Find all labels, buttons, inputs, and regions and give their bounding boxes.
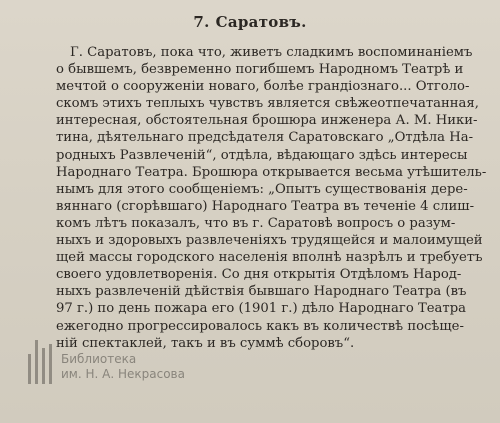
section-title: Саратовъ. <box>215 13 307 31</box>
text-line: родныхъ Развлеченій“, отдѣла, вѣдающаго здѣсь интересы <box>56 147 468 163</box>
text-line: ежегодно прогрессировалось какъ въ количествѣ посѣще- <box>56 318 464 334</box>
text-line: интересная, обстоятельная брошюра инженера А. М. Ники- <box>56 113 478 129</box>
text-line: нымъ для этого сообщеніемъ: „Опытъ существованія дере- <box>56 181 468 197</box>
library-watermark <box>28 340 185 384</box>
text-line: ныхъ и здоровыхъ развлеченіяхъ трудящейся и малоимущей <box>56 233 483 249</box>
text-line: скомъ этихъ теплыхъ чувствъ является свѣжеотпечатанная, <box>56 96 479 112</box>
section-heading <box>0 13 500 31</box>
text-line: комъ лѣтъ показалъ, что въ г. Саратовѣ вопросъ о разум- <box>56 215 456 231</box>
text-line: своего удовлетворенія. Со дня открытія Отдѣломъ Народ- <box>56 267 462 283</box>
text-line: о бывшемъ, безвременно погибшемъ Народномъ Театрѣ и <box>56 62 464 78</box>
text-line: Народнаго Театра. Брошюра открывается весьма утѣшитель- <box>56 164 487 180</box>
text-line: тина, дѣятельнаго предсѣдателя Саратовскаго „Отдѣла На- <box>56 130 474 146</box>
watermark-line-2: им. Н. А. Некрасова <box>61 367 185 381</box>
text-line: ныхъ развлеченій дѣйствія бывшаго Народнаго Театра (въ <box>56 284 467 300</box>
text-line: мечтой о сооруженіи новаго, болѣе грандіознаго... Отголо- <box>56 79 470 95</box>
text-line: 97 г.) по день пожара его (1901 г.) дѣло Народнаго Театра <box>56 301 467 317</box>
library-logo-icon <box>28 340 52 384</box>
text-line: ній спектаклей, такъ и въ суммѣ сборовъ“. <box>56 335 355 351</box>
body-paragraph <box>56 44 487 352</box>
text-line: щей массы городского населенія вполнѣ назрѣлъ и требуетъ <box>56 250 483 266</box>
watermark-line-1: Библиотека <box>61 352 137 366</box>
text-line: вяннаго (сгорѣвшаго) Народнаго Театра въ теченіе 4 слиш- <box>56 198 475 214</box>
section-number: 7. <box>193 13 210 31</box>
text-line: Г. Саратовъ, пока что, живетъ сладкимъ воспоминаніемъ <box>70 45 473 60</box>
